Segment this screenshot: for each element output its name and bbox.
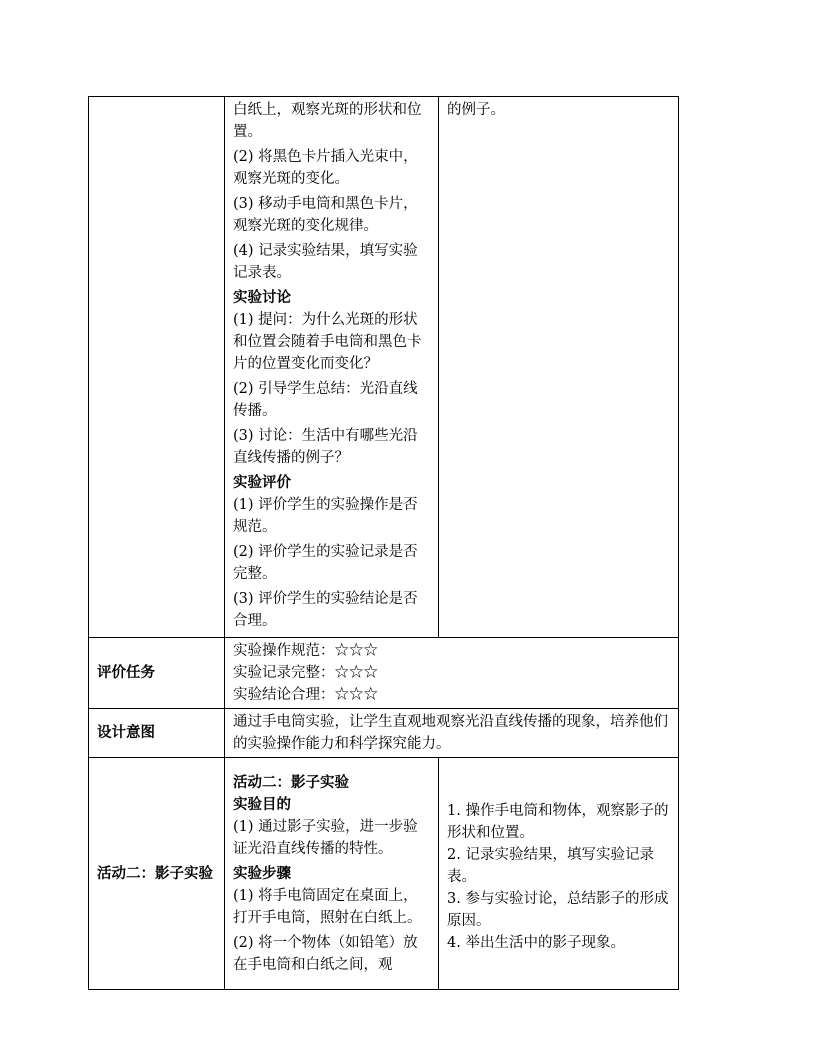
table-row	[89, 709, 679, 758]
design-intent-cell	[225, 709, 679, 758]
step-line: (2) 将一个物体（如铅笔）放在手电筒和白纸之间，观	[233, 935, 418, 973]
evaluation-line: (1) 评价学生的实验操作是否规范。	[233, 497, 418, 535]
step-line: (3) 移动手电筒和黑色卡片，观察光斑的变化规律。	[233, 196, 418, 234]
evaluation-line: (3) 评价学生的实验结论是否合理。	[233, 591, 418, 629]
design-intent-text: 通过手电筒实验，让学生直观地观察光沿直线传播的现象，培养他们的实验操作能力和科学探究能力。	[233, 714, 668, 752]
discussion-line: (2) 引导学生总结：光沿直线传播。	[233, 381, 418, 419]
table-row	[89, 638, 679, 709]
evaluation-item: 实验操作规范：☆☆☆	[233, 643, 378, 659]
evaluation-item: 实验记录完整：☆☆☆	[233, 665, 378, 681]
purpose-heading: 实验目的	[233, 796, 291, 813]
table-row	[89, 97, 679, 638]
student-task: 2. 记录实验结果，填写实验记录表。	[447, 847, 654, 885]
student-task: 1. 操作手电筒和物体，观察影子的形状和位置。	[447, 803, 669, 841]
design-intent-label: 设计意图	[89, 709, 225, 758]
empty-label-cell	[89, 97, 225, 638]
student-activity-text: 的例子。	[447, 102, 505, 118]
student-task: 3. 参与实验讨论，总结影子的形成原因。	[447, 891, 669, 929]
evaluation-task-cell	[225, 638, 679, 709]
step-line: (4) 记录实验结果，填写实验记录表。	[233, 243, 418, 281]
evaluation-item: 实验结论合理：☆☆☆	[233, 687, 378, 703]
activity2-title: 活动二：影子实验	[233, 774, 349, 791]
evaluation-heading: 实验评价	[233, 474, 291, 491]
activity2-procedure-cell	[225, 758, 439, 990]
table-row	[89, 758, 679, 990]
activity2-student-cell	[439, 758, 679, 990]
discussion-line: (3) 讨论：生活中有哪些光沿直线传播的例子？	[233, 428, 418, 466]
discussion-line: (1) 提问：为什么光斑的形状和位置会随着手电筒和黑色卡片的位置变化而变化？	[233, 312, 422, 372]
step-line: (2) 将黑色卡片插入光束中，观察光斑的变化。	[233, 149, 418, 187]
discussion-heading: 实验讨论	[233, 289, 291, 306]
evaluation-task-label: 评价任务	[89, 638, 225, 709]
evaluation-line: (2) 评价学生的实验记录是否完整。	[233, 544, 418, 582]
lesson-plan-table	[88, 96, 679, 990]
step-line: (1) 将手电筒固定在桌面上，打开手电筒，照射在白纸上。	[233, 888, 422, 926]
student-activity-cell	[439, 97, 679, 638]
step-line: 白纸上，观察光斑的形状和位置。	[233, 102, 422, 140]
purpose-line: (1) 通过影子实验，进一步验证光沿直线传播的特性。	[233, 819, 418, 857]
activity2-label: 活动二：影子实验	[89, 758, 225, 990]
procedure-cell	[225, 97, 439, 638]
steps-heading: 实验步骤	[233, 865, 291, 882]
student-task: 4. 举出生活中的影子现象。	[447, 935, 625, 951]
